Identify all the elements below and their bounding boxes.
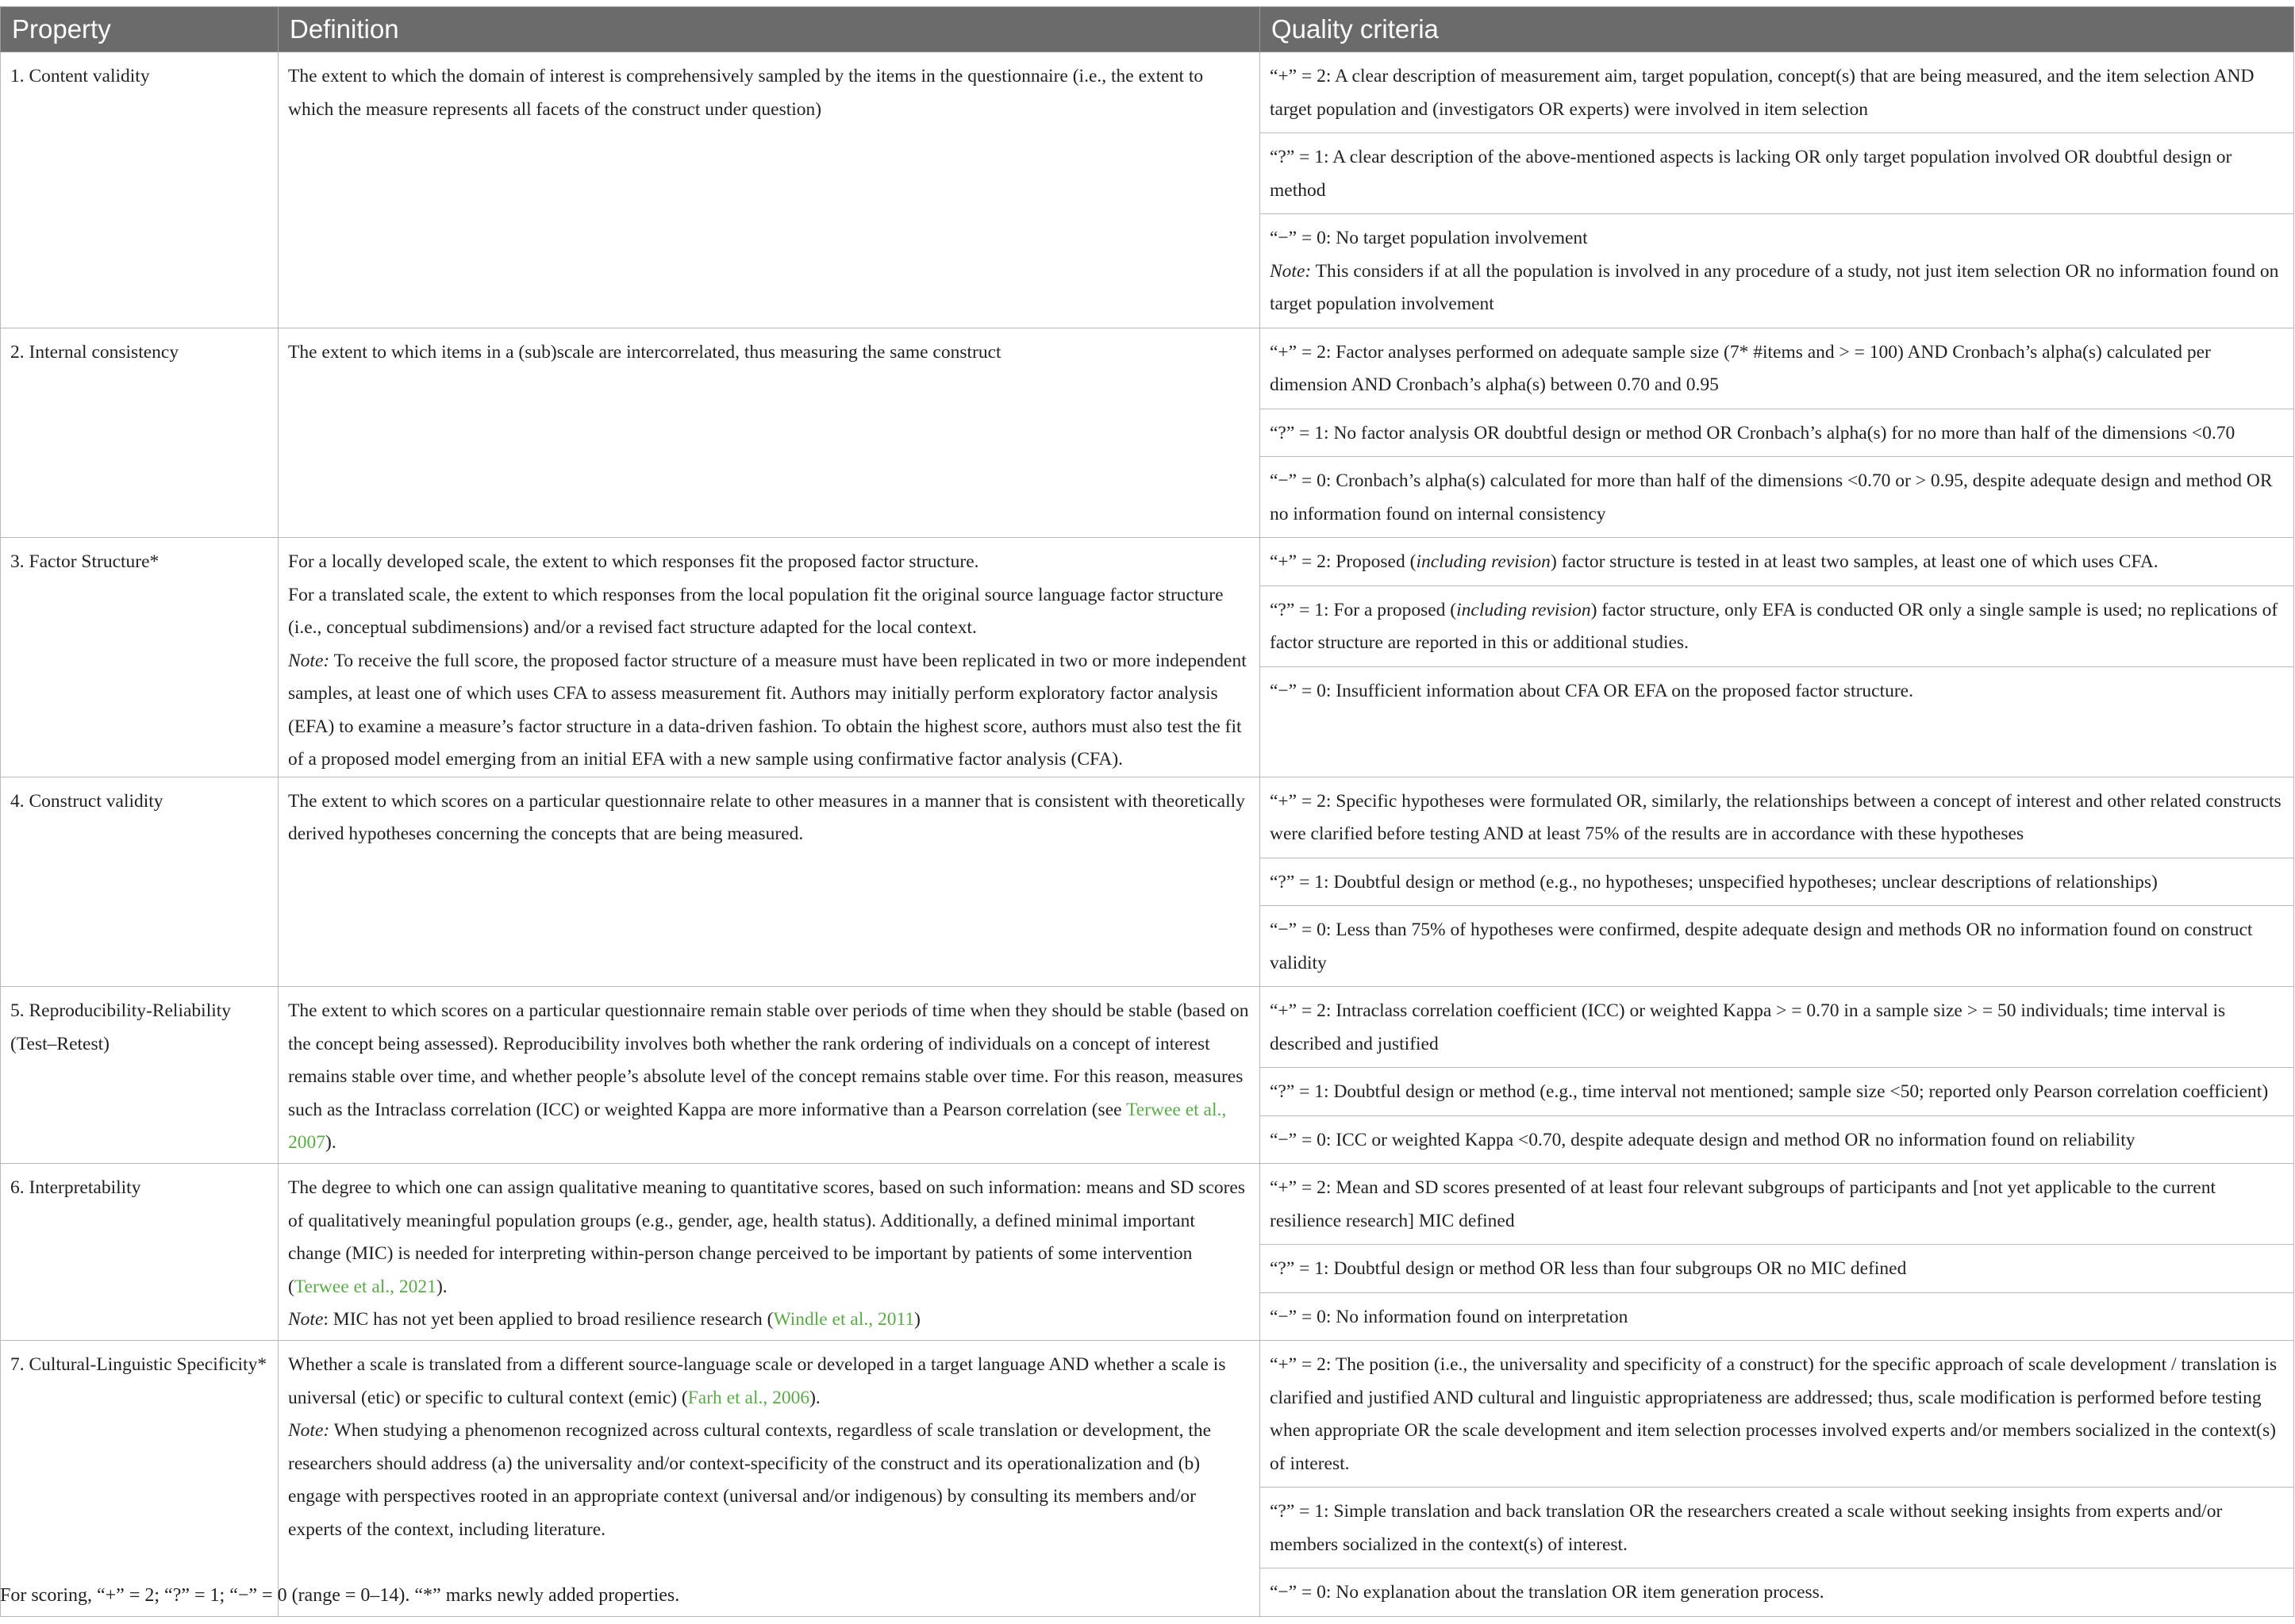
criterion-paragraph: [1270, 141, 2284, 207]
criterion-item: [1260, 906, 2293, 986]
table-row: [1, 328, 2294, 538]
criterion-item: [1260, 858, 2293, 907]
criterion-item: [1260, 1488, 2293, 1568]
criterion-paragraph: [1270, 1495, 2284, 1561]
text-run: “−” = 0: No target population involvement: [1270, 228, 1588, 248]
criterion-item: [1260, 1293, 2293, 1341]
text-run: ) factor structure is tested in at least two samples, at least one of which uses CFA.: [1550, 551, 2159, 572]
table-row: [1, 777, 2294, 987]
criterion-item: [1260, 987, 2293, 1068]
note-label: including revision: [1416, 551, 1551, 572]
definition-paragraph: [288, 1415, 1250, 1546]
criterion-item: [1260, 777, 2293, 858]
text-run: For a locally developed scale, the extent to which responses fit the proposed factor structure.: [288, 551, 979, 572]
text-run: The extent to which scores on a particular questionnaire relate to other measures in a manner that is consistent with theoretically derived hypotheses concerning the concepts that are being measured.: [288, 790, 1245, 844]
criterion-item: [1260, 1116, 2293, 1164]
text-run: “?” = 1: No factor analysis OR doubtful design or method OR Cronbach’s alpha(s) for no more than half of the dimensions <0.70: [1270, 422, 2235, 443]
definition-paragraph: [288, 1172, 1250, 1303]
table-header-row: [1, 7, 2294, 52]
table-footnote: For scoring, “+” = 2; “?” = 1; “−” = 0 (range = 0–14). “*” marks newly added properties.: [0, 1585, 680, 1606]
text-run: When studying a phenomenon recognized across cultural contexts, regardless of scale translation or development, the researchers should address (a) the universality and/or context-specificity of the construct and its operationalization and (b) engage with perspectives rooted in an appropriate context (universal and/or indigenous) by consulting its members and/or experts of the context, including literature.: [288, 1420, 1212, 1540]
text-run: The degree to which one can assign qualitative meaning to quantitative scores, based on such information: means and SD scores of qualitatively meaningful population groups (e.g., gender, age, health status). Additionally, a defined minimal important change (MIC) is needed for interpreting within-person change perceived to be important by patients of some intervention (: [288, 1177, 1245, 1297]
criterion-paragraph: [1270, 417, 2284, 451]
definition-paragraph: [288, 645, 1250, 777]
property-cell: 4. Construct validity: [1, 777, 279, 987]
text-run: “+” = 2: A clear description of measurement aim, target population, concept(s) that are being measured, and the item selection AND target population and (investigators OR experts) were involved in item selection: [1270, 66, 2255, 120]
text-run: “+” = 2: Factor analyses performed on adequate sample size (7* #items and > = 100) AND Cronbach’s alpha(s) calculated per dimension AND Cronbach’s alpha(s) between 0.70 and 0.95: [1270, 341, 2211, 395]
definition-cell: [279, 328, 1260, 538]
text-run: “?” = 1: Doubtful design or method (e.g., no hypotheses; unspecified hypotheses; unclear descriptions of relationships): [1270, 871, 2158, 893]
text-run: ).: [809, 1387, 821, 1408]
criterion-item: [1260, 1341, 2293, 1488]
property-cell: 2. Internal consistency: [1, 328, 279, 538]
criterion-paragraph: [1270, 1301, 2284, 1334]
quality-criteria-cell: [1260, 538, 2294, 777]
criterion-item: [1260, 457, 2293, 537]
text-run: “+” = 2: Intraclass correlation coefficient (ICC) or weighted Kappa > = 0.70 in a sample size > = 50 individuals; time interval is described and justified: [1270, 1000, 2226, 1054]
criterion-paragraph: [1270, 60, 2284, 126]
criterion-item: [1260, 1164, 2293, 1245]
criterion-paragraph: [1270, 1576, 2284, 1610]
property-cell: 1. Content validity: [1, 52, 279, 328]
criterion-paragraph: [1270, 785, 2284, 851]
criterion-item: [1260, 52, 2293, 133]
quality-criteria-table: [0, 6, 2294, 1617]
text-run: “+” = 2: Mean and SD scores presented of at least four relevant subgroups of participants and [not yet applicable to the current resilience research] MIC defined: [1270, 1177, 2216, 1231]
criterion-paragraph: [1270, 1253, 2284, 1286]
criterion-paragraph: [1270, 222, 2284, 255]
text-run: “+” = 2: Specific hypotheses were formulated OR, similarly, the relationships between a concept of interest and other related constructs were clarified before testing AND at least 75% of the results are in accordance with these hypotheses: [1270, 790, 2282, 844]
table-row: [1, 1341, 2294, 1617]
quality-criteria-cell: [1260, 1164, 2294, 1341]
criterion-item: [1260, 1568, 2293, 1616]
table-row: [1, 538, 2294, 777]
criterion-item: [1260, 586, 2293, 667]
definition-cell: [279, 987, 1260, 1164]
header-quality-criteria: Quality criteria: [1260, 7, 2294, 52]
reference-link[interactable]: Windle et al., 2011: [773, 1309, 915, 1330]
text-run: “−” = 0: Cronbach’s alpha(s) calculated for more than half of the dimensions <0.70 or > 0.95, despite adequate design and method OR no information found on internal consistency: [1270, 470, 2273, 524]
criterion-item: [1260, 328, 2293, 409]
definition-paragraph: [288, 579, 1250, 645]
text-run: ).: [436, 1276, 448, 1297]
note-label: Note:: [288, 1420, 330, 1441]
criterion-paragraph: [1270, 255, 2284, 321]
criterion-paragraph: [1270, 675, 2284, 708]
table-row: [1, 1164, 2294, 1341]
definition-cell: [279, 538, 1260, 777]
criterion-paragraph: [1270, 1172, 2284, 1238]
criterion-item: [1260, 538, 2293, 586]
text-run: The extent to which scores on a particular questionnaire remain stable over periods of time when they should be stable (based on the concept being assessed). Reproducibility involves both whether the rank ordering of individuals on a concept of interest remains stable over time, and whether people’s absolute level of the concept remains stable over time. For this reason, measures such as the Intraclass correlation (ICC) or weighted Kappa are more informative than a Pearson correlation (see: [288, 1000, 1249, 1120]
definition-paragraph: [288, 60, 1250, 126]
criterion-paragraph: [1270, 336, 2284, 402]
definition-paragraph: [288, 785, 1250, 851]
quality-criteria-cell: [1260, 987, 2294, 1164]
text-run: “+” = 2: Proposed (: [1270, 551, 1417, 572]
criterion-paragraph: [1270, 594, 2284, 660]
quality-criteria-cell: [1260, 328, 2294, 538]
table-row: [1, 52, 2294, 328]
definition-paragraph: [288, 1303, 1250, 1337]
text-run: The extent to which the domain of interest is comprehensively sampled by the items in the questionnaire (i.e., the extent to which the measure represents all facets of the construct under question): [288, 66, 1204, 120]
definition-paragraph: [288, 546, 1250, 579]
text-run: “?” = 1: Doubtful design or method (e.g., time interval not mentioned; sample size <50; reported only Pearson correlation coefficient): [1270, 1081, 2269, 1102]
text-run: “?” = 1: For a proposed (: [1270, 599, 1457, 620]
definition-cell: [279, 1341, 1260, 1617]
table-row: [1, 987, 2294, 1164]
text-run: “−” = 0: Insufficient information about CFA OR EFA on the proposed factor structure.: [1270, 680, 1913, 701]
text-run: “−” = 0: ICC or weighted Kappa <0.70, despite adequate design and method OR no information found on reliability: [1270, 1129, 2135, 1150]
criterion-paragraph: [1270, 1076, 2284, 1109]
property-cell: 5. Reproducibility-Reliability (Test–Retest): [1, 987, 279, 1164]
text-run: ).: [325, 1132, 336, 1153]
reference-link[interactable]: Terwee et al., 2007: [288, 1099, 1227, 1153]
table-body: [1, 52, 2294, 1617]
criterion-item: [1260, 667, 2293, 715]
text-run: The extent to which items in a (sub)scale are intercorrelated, thus measuring the same construct: [288, 341, 1001, 363]
property-cell: 6. Interpretability: [1, 1164, 279, 1341]
text-run: : MIC has not yet been applied to broad resilience research (: [323, 1309, 774, 1330]
text-run: ): [914, 1309, 921, 1330]
text-run: Whether a scale is translated from a different source-language scale or developed in a target language AND whether a scale is universal (etic) or specific to cultural context (emic) (: [288, 1354, 1226, 1408]
criterion-paragraph: [1270, 465, 2284, 531]
text-run: “+” = 2: The position (i.e., the universality and specificity of a construct) for the specific approach of scale development / translation is clarified and justified AND cultural and linguistic appropriateness are addressed; thus, scale modification is performed before testing when appropriate OR the scale development and item selection processes involved experts and/or members socialized in the context(s) of interest.: [1270, 1354, 2278, 1474]
note-label: Note: [288, 1309, 324, 1330]
definition-paragraph: [288, 1349, 1250, 1415]
text-run: “−” = 0: No explanation about the translation OR item generation process.: [1270, 1582, 1824, 1603]
criterion-paragraph: [1270, 866, 2284, 900]
criterion-paragraph: [1270, 1349, 2284, 1480]
text-run: For a translated scale, the extent to which responses from the local population fit the original source language factor structure (i.e., conceptual subdimensions) and/or a revised fact structure adapted for the local context.: [288, 584, 1224, 638]
text-run: ) factor structure, only EFA is conducted OR only a single sample is used; no replications of factor structure are reported in this or additional studies.: [1270, 599, 2278, 653]
text-run: “−” = 0: No information found on interpretation: [1270, 1306, 1628, 1327]
criterion-paragraph: [1270, 546, 2284, 579]
text-run: “?” = 1: A clear description of the above-mentioned aspects is lacking OR only target population involved OR doubtful design or method: [1270, 147, 2232, 201]
criterion-item: [1260, 133, 2293, 214]
quality-criteria-cell: [1260, 52, 2294, 328]
criterion-item: [1260, 409, 2293, 458]
quality-criteria-cell: [1260, 777, 2294, 987]
criterion-paragraph: [1270, 914, 2284, 980]
note-label: Note:: [288, 650, 330, 671]
criterion-paragraph: [1270, 995, 2284, 1061]
quality-criteria-cell: [1260, 1341, 2294, 1617]
criterion-item: [1260, 1068, 2293, 1116]
reference-link[interactable]: Terwee et al., 2021: [294, 1276, 436, 1297]
property-cell: 7. Cultural-Linguistic Specificity*: [1, 1341, 279, 1617]
header-property: Property: [1, 7, 279, 52]
text-run: This considers if at all the population is involved in any procedure of a study, not just item selection OR no information found on target population involvement: [1270, 260, 2279, 314]
definition-paragraph: [288, 336, 1250, 370]
criterion-paragraph: [1270, 1124, 2284, 1158]
text-run: To receive the full score, the proposed factor structure of a measure must have been replicated in two or more independent samples, at least one of which uses CFA to assess measurement fit. Authors may initially perform exploratory factor analysis (EFA) to examine a measure’s factor structure in a data-driven fashion. To obtain the highest score, authors must also test the fit of a proposed model emerging from an initial EFA with a new sample using confirmative factor analysis (CFA).: [288, 650, 1247, 770]
criterion-item: [1260, 214, 2293, 328]
definition-cell: [279, 777, 1260, 987]
note-label: including revision: [1456, 599, 1591, 620]
text-run: “?” = 1: Doubtful design or method OR less than four subgroups OR no MIC defined: [1270, 1258, 1907, 1279]
definition-paragraph: [288, 995, 1250, 1160]
definition-cell: [279, 1164, 1260, 1341]
header-definition: Definition: [279, 7, 1260, 52]
text-run: “?” = 1: Simple translation and back translation OR the researchers created a scale without seeking insights from experts and/or members socialized in the context(s) of interest.: [1270, 1501, 2223, 1555]
criterion-item: [1260, 1245, 2293, 1293]
text-run: “−” = 0: Less than 75% of hypotheses were confirmed, despite adequate design and methods OR no information found on construct validity: [1270, 919, 2253, 973]
note-label: Note:: [1270, 260, 1312, 282]
definition-cell: [279, 52, 1260, 328]
property-cell: 3. Factor Structure*: [1, 538, 279, 777]
reference-link[interactable]: Farh et al., 2006: [687, 1387, 810, 1408]
